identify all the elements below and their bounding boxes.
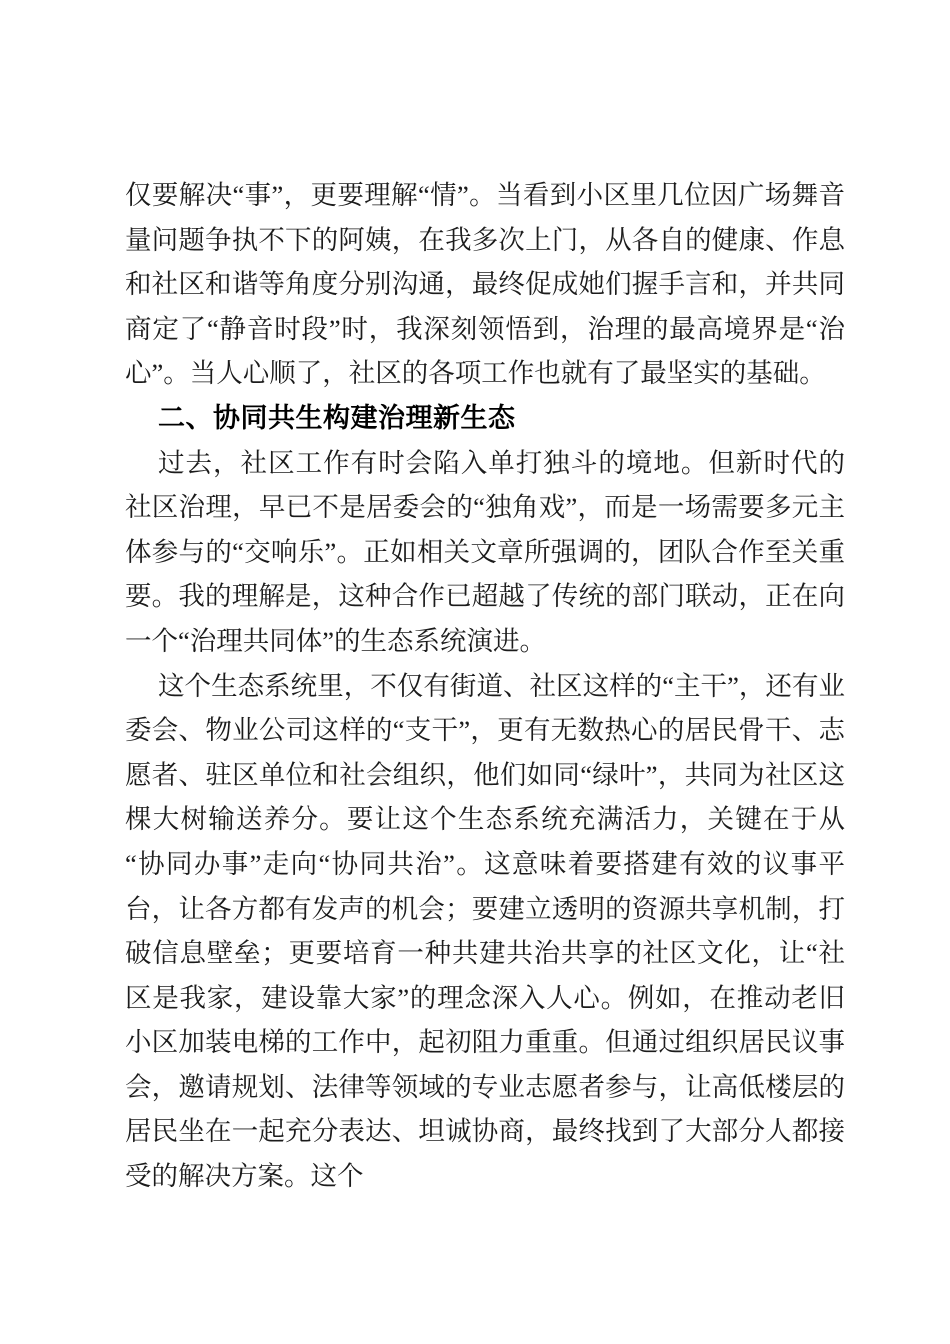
paragraph: 这个生态系统里，不仅有街道、社区这样的“主干”，还有业委会、物业公司这样的“支干”，更有无数热心的居民骨干、志愿者、驻区单位和社会组织，他们如同“绿叶”，共同为社区这棵大树输送养分。要让这个生态系统充满活力，关键在于从“协同办事”走向“协同共治”。这意味着要搭建有效的议事平台，让各方都有发声的机会；要建立透明的资源共享机制，打破信息壁垒；更要培育一种共建共治共享的社区文化，让“社区是我家，建设靠大家”的理念深入人心。例如，在推动老旧小区加装电梯的工作中，起初阻力重重。但通过组织居民议事会，邀请规划、法律等领域的专业志愿者参与，让高低楼层的居民坐在一起充分表达、坦诚协商，最终找到了大部分人都接受的解决方案。这个 <box>125 670 845 1192</box>
paragraph-continuation: 仅要解决“事”，更要理解“情”。当看到小区里几位因广场舞音量问题争执不下的阿姨，在我多次上门，从各自的健康、作息和社区和谐等角度分别沟通，最终促成她们握手言和，并共同商定了“静音时段”时，我深刻领悟到，治理的最高境界是“治心”。当人心顺了，社区的各项工作也就有了最坚实的基础。 <box>125 180 845 389</box>
document-body <box>125 173 845 1199</box>
paragraph: 过去，社区工作有时会陷入单打独斗的境地。但新时代的社区治理，早已不是居委会的“独角戏”，而是一场需要多元主体参与的“交响乐”。正如相关文章所强调的，团队合作至关重要。我的理解是，这种合作已超越了传统的部门联动，正在向一个“治理共同体”的生态系统演进。 <box>125 447 845 656</box>
section-heading: 二、协同共生构建治理新生态 <box>158 402 516 433</box>
